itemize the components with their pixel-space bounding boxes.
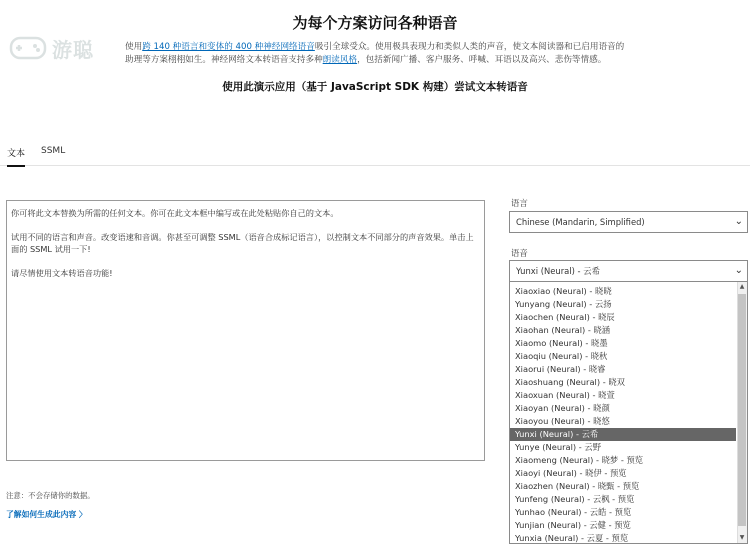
text-input-area[interactable]: 你可将此文本替换为所需的任何文本。你可在此文本框中编写或在此处粘贴你自己的文本。 试用不同的语言和声音。改变语速和音调。你甚至可调整 SSML（语音合成标记语言），以控制文本不同部分的声音效果。单击上面的 SSML 试用一下! 请尽情使用文本转语音功能! xyxy=(6,200,485,461)
voice-option[interactable]: Xiaoyi (Neural) - 晓伊 - 预览 xyxy=(515,468,627,478)
language-selected-value: Chinese (Mandarin, Simplified) xyxy=(516,217,645,227)
chevron-down-icon: ⌄ xyxy=(734,216,743,227)
voice-option[interactable]: Xiaoshuang (Neural) - 晓双 xyxy=(515,377,625,387)
voice-option[interactable]: Yunyang (Neural) - 云扬 xyxy=(515,299,612,309)
voice-option[interactable]: Xiaoyou (Neural) - 晓悠 xyxy=(515,416,610,426)
voice-selected-value: Yunxi (Neural) - 云希 xyxy=(516,266,600,276)
voice-dropdown-list[interactable] xyxy=(509,282,748,544)
voice-option[interactable]: Yunhao (Neural) - 云皓 - 预览 xyxy=(515,507,632,517)
voice-option[interactable]: Xiaorui (Neural) - 晓睿 xyxy=(515,364,606,374)
desc-suffix: ，包括新闻广播、客户服务、呼喊、耳语以及高兴、悲伤等情感。 xyxy=(357,55,607,65)
voice-select[interactable] xyxy=(509,260,748,282)
voice-option[interactable]: Xiaozhen (Neural) - 晓甄 - 预览 xyxy=(515,481,640,491)
voice-option[interactable]: Yunjian (Neural) - 云健 - 预览 xyxy=(515,520,631,530)
language-label: 语言 xyxy=(511,198,528,208)
privacy-note: 注意：不会存储你的数据。 xyxy=(6,491,95,500)
speaking-styles-link[interactable]: 朗读风格 xyxy=(322,55,358,65)
scroll-down-icon[interactable]: ▼ xyxy=(739,534,745,541)
demo-subtitle: 使用此演示应用（基于 JavaScript SDK 构建）尝试文本转语音 xyxy=(222,81,528,93)
learn-more-link[interactable]: 了解如何生成此内容 〉 xyxy=(6,510,87,519)
chevron-down-icon: ⌄ xyxy=(734,265,743,276)
language-select[interactable] xyxy=(509,211,748,233)
scrollbar[interactable] xyxy=(737,282,747,543)
scroll-up-icon[interactable]: ▲ xyxy=(739,283,745,290)
voice-option[interactable]: Xiaoqiu (Neural) - 晓秋 xyxy=(515,351,608,361)
scrollbar-thumb[interactable] xyxy=(738,294,746,526)
voice-option[interactable]: Xiaohan (Neural) - 晓涵 xyxy=(515,325,611,335)
voice-option[interactable]: Yunye (Neural) - 云野 xyxy=(515,442,601,452)
voices-link[interactable]: 跨 140 种语言和变体的 400 种神经网络语音 xyxy=(142,42,315,52)
voice-option[interactable]: Yunfeng (Neural) - 云枫 - 预览 xyxy=(515,494,635,504)
voice-option[interactable]: Xiaoyan (Neural) - 晓颜 xyxy=(515,403,610,413)
desc-middle: 吸引全球受众。使用极具表现力和类似人类的声音，使文本阅读器和已启用语音的助理等方案栩栩如生。神经网络文本转语音支持多种 xyxy=(125,42,625,65)
voice-option[interactable]: Xiaomo (Neural) - 晓墨 xyxy=(515,338,608,348)
voice-label: 语音 xyxy=(511,248,528,258)
voice-option[interactable]: Xiaomeng (Neural) - 晓梦 - 预览 xyxy=(515,455,644,465)
tab-bar xyxy=(0,140,750,166)
voice-option[interactable]: Yunxia (Neural) - 云夏 - 预览 xyxy=(515,533,629,543)
page-title: 为每个方案访问各种语音 xyxy=(292,14,458,32)
hero-description xyxy=(125,41,625,67)
voice-option[interactable]: Yunxi (Neural) - 云希 xyxy=(510,428,736,441)
voice-option[interactable]: Xiaochen (Neural) - 晓辰 xyxy=(515,312,615,322)
hero-section xyxy=(0,12,750,94)
watermark-text: 游聪 xyxy=(52,38,94,62)
tab-ssml[interactable]: SSML xyxy=(41,146,66,156)
desc-prefix: 使用 xyxy=(125,42,143,52)
tab-text[interactable]: 文本 xyxy=(7,146,25,159)
voice-option[interactable]: Xiaoxuan (Neural) - 晓萱 xyxy=(515,390,615,400)
voice-option[interactable]: Xiaoxiao (Neural) - 晓晓 xyxy=(515,286,612,296)
